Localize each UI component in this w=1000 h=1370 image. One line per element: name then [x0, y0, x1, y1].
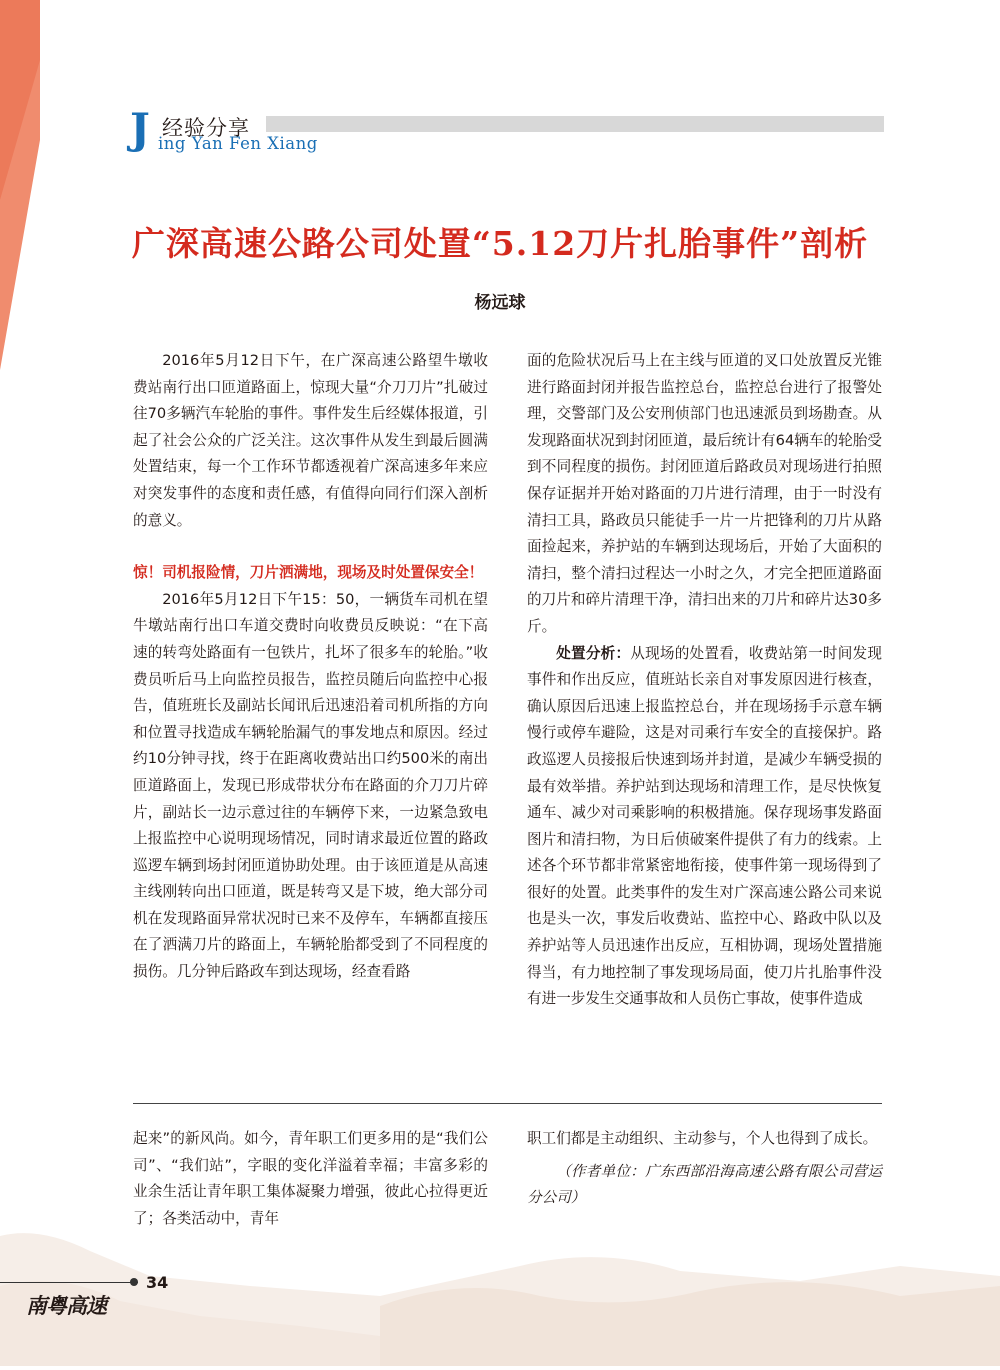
column-1	[133, 348, 488, 986]
section-title: 经验分享	[162, 116, 250, 140]
column-3	[133, 1126, 488, 1232]
section-letter: J	[130, 104, 150, 153]
article-title: 广深高速公路公司处置“5.12刀片扎胎事件”剖析	[131, 224, 869, 263]
analysis-text: 从现场的处置看，收费站第一时间发现事件和作出反应，值班站长亲自对事发原因进行核查，确认原因后迅速上报监控总台，并在现场扬手示意车辆慢行或停车避险，这是对司乘行车安全的直接保护。路政巡逻人员接报后快速到场并封道，是减少车辆受损的最有效举措。养护站到达现场和清理工作，是尽快恢复通车、减少对司乘影响的积极措施。保存现场事发路面图片和清扫物，为日后侦破案件提供了有力的线索。上述各个环节都非常紧密地衔接，使事件第一现场得到了很好的处置。此类事件的发生对广深高速公路公司来说也是头一次，事发后收费站、监控中心、路政中队以及养护站等人员迅速作出反应，互相协调，现场处置措施得当，有力地控制了事发现场局面，使刀片扎胎事件没有进一步发生交通事故和人员伤亡事故，使事件造成	[527, 644, 882, 1008]
magazine-logo: 南粤高速	[26, 1293, 106, 1318]
page-number: 34	[146, 1273, 169, 1292]
section-header	[128, 106, 888, 156]
analysis-lead: 处置分析：	[556, 644, 631, 662]
paragraph	[527, 641, 882, 1013]
left-decoration	[0, 0, 40, 370]
author-affiliation: （作者单位：广东西部沿海高速公路有限公司营运分公司）	[527, 1162, 882, 1207]
subheading: 惊！司机报险情，刀片洒满地，现场及时处置保安全！	[133, 564, 484, 582]
paragraph: 起来”的新风尚。如今，青年职工们更多用的是“我们公司”、“我们站”，字眼的变化洋溢着幸福；丰富多彩的业余生活让青年职工集体凝聚力增强，彼此心拉得更近了；各类活动中，青年	[133, 1130, 488, 1227]
paragraph: 面的危险状况后马上在主线与匝道的叉口处放置反光锥进行路面封闭并报告监控总台，监控总台进行了报警处理，交警部门及公安刑侦部门也迅速派员到场勘查。从发现路面状况到封闭匝道，最后统计有64辆车的轮胎受到不同程度的损伤。封闭匝道后路政员对现场进行拍照保存证据并开始对路面的刀片进行清理，由于一时没有清扫工具，路政员只能徒手一片一片把锋利的刀片从路面捡起来，养护站的车辆到达现场后，开始了大面积的清扫，整个清扫过程达一小时之久，才完全把匝道路面的刀片和碎片清理干净，清扫出来的刀片和碎片达30多斤。	[527, 352, 882, 635]
paragraph: 职工们都是主动组织、主动参与，个人也得到了成长。	[527, 1130, 878, 1147]
column-4	[527, 1126, 882, 1212]
page-dot	[130, 1278, 138, 1286]
column-2	[527, 348, 882, 1013]
section-bar	[266, 116, 884, 132]
page-rule	[0, 1282, 138, 1283]
paragraph: 2016年5月12日下午，在广深高速公路望牛墩收费站南行出口匝道路面上，惊现大量“介刀刀片”扎破过往70多辆汽车轮胎的事件。事件发生后经媒体报道，引起了社会公众的广泛关注。这次事件从发生到最后圆满处置结束，每一个工作环节都透视着广深高速多年来应对突发事件的态度和责任感，有值得向同行们深入剖析的意义。	[133, 352, 488, 529]
paragraph: 2016年5月12日下午15：50，一辆货车司机在望牛墩站南行出口车道交费时向收费员反映说：“在下高速的转弯处路面有一包铁片，扎坏了很多车的轮胎。”收费员听后马上向监控员报告，监控员随后向监控中心报告，值班班长及副站长闻讯后迅速沿着司机所指的方向和位置寻找造成车辆轮胎漏气的事发地点和原因。经过约10分钟寻找，终于在距离收费站出口约500米的南出匝道路面上，发现已形成带状分布在路面的介刀刀片碎片，副站长一边示意过往的车辆停下来，一边紧急致电上报监控中心说明现场情况，同时请求最近位置的路政巡逻车辆到场封闭匝道协助处理。由于该匝道是从高速主线刚转向出口匝道，既是转弯又是下坡，绝大部分司机在发现路面异常状况时已来不及停车，车辆都直接压在了洒满刀片的路面上，车辆轮胎都受到了不同程度的损伤。几分钟后路政车到达现场，经查看路	[133, 590, 488, 981]
section-pinyin: ing Yan Fen Xiang	[158, 134, 318, 153]
article-author: 杨远球	[474, 293, 526, 313]
divider-line	[133, 1103, 882, 1104]
